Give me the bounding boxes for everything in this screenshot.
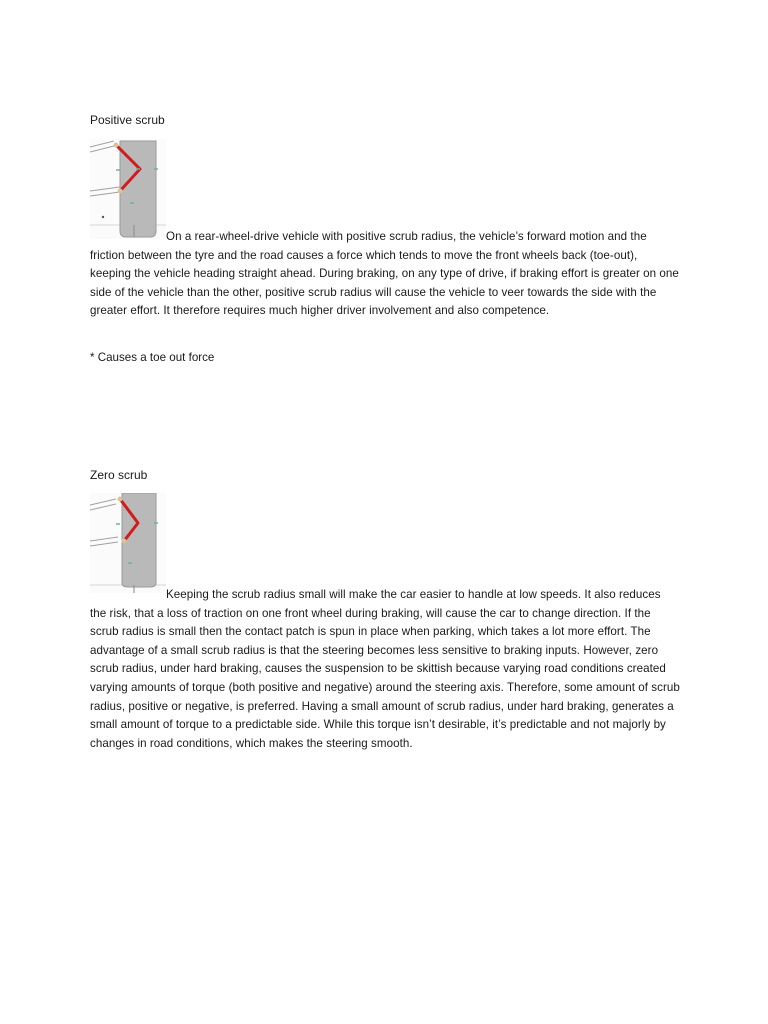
section-heading-zero-scrub: Zero scrub [90, 468, 148, 482]
suspension-diagram-icon [90, 139, 166, 239]
zero-scrub-diagram [90, 493, 166, 593]
positive-scrub-diagram [90, 139, 166, 239]
toe-out-note: * Causes a toe out force [90, 351, 215, 364]
positive-scrub-paragraph: On a rear-wheel-drive vehicle with positive scrub radius, the vehicle’s forward motion and the friction between the tyre and the road causes a force which tends to move the front wheels back (toe-out), keeping the vehicle heading straight ahead. During braking, on any type of drive, if braking effort is greater on one side of the vehicle than the other, positive scrub radius will cause the vehicle to veer towards the side with the greater effort. It therefore requires much higher driver involvement and also competence. [90, 230, 679, 318]
section-heading-positive-scrub: Positive scrub [90, 113, 165, 127]
suspension-diagram-icon [90, 493, 166, 593]
zero-scrub-paragraph: Keeping the scrub radius small will make the car easier to handle at low speeds. It also reduces the risk, that a loss of traction on one front wheel during braking, will cause the car to change direction. If the scrub radius is small then the contact patch is spun in place when parking, which takes a lot more effort. The advantage of a small scrub radius is that the steering becomes less sensitive to braking inputs. However, zero scrub radius, under hard braking, causes the suspension to be skittish because varying road conditions created varying amounts of torque (both positive and negative) around the steering axis. Therefore, some amount of scrub radius, positive or negative, is preferred. Having a small amount of scrub radius, under hard braking, generates a small amount of torque to a predictable side. While this torque isn’t desirable, it’s predictable and not majorly by changes in road conditions, which makes the steering smooth. [90, 588, 680, 750]
